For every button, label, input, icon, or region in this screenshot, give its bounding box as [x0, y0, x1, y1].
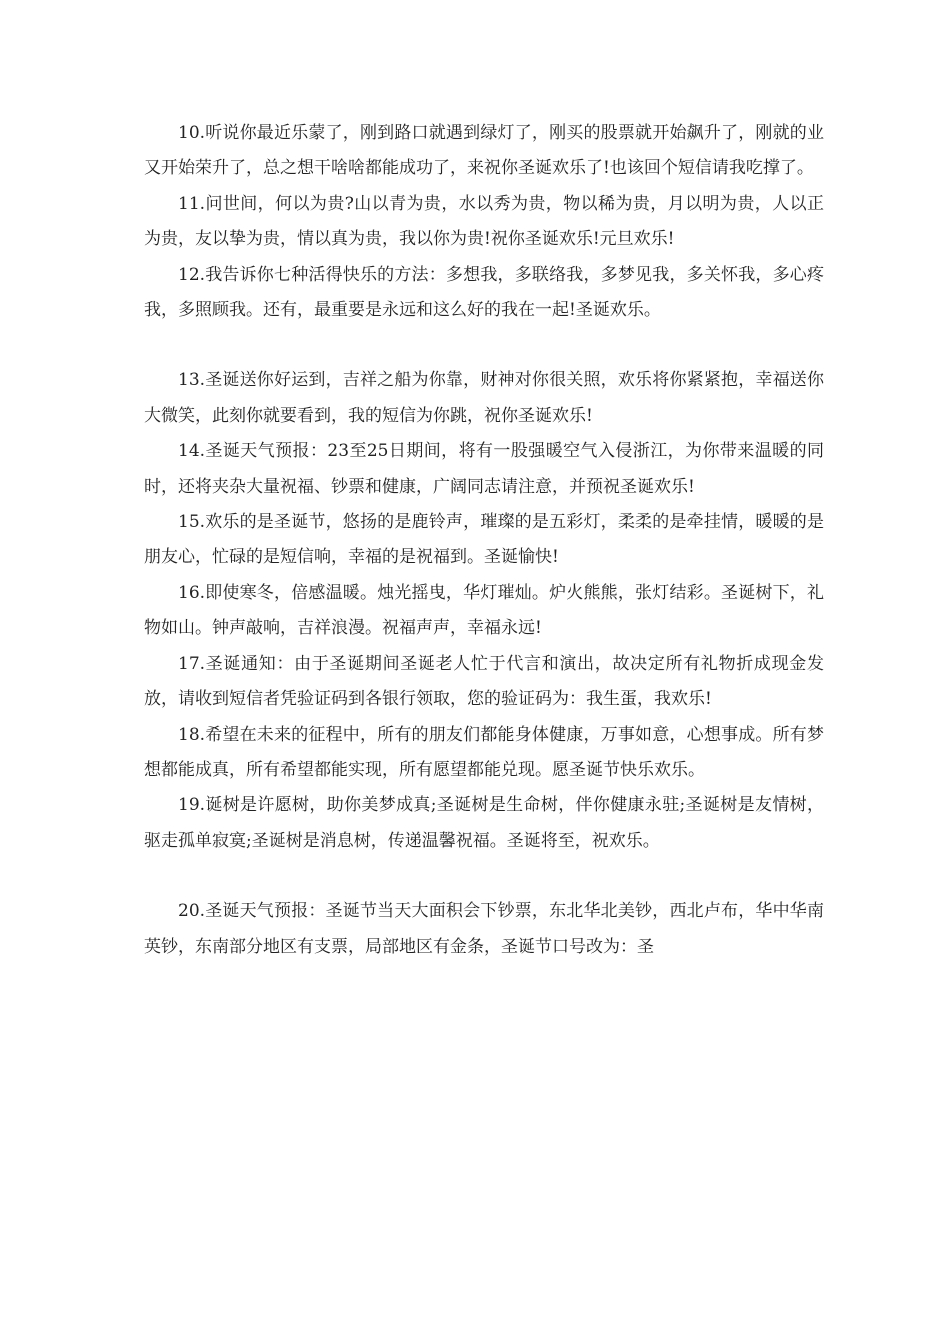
- paragraph-14: 14.圣诞天气预报：23至25日期间，将有一股强暖空气入侵浙江，为你带来温暖的同时，还将夹杂大量祝福、钞票和健康，广阔同志请注意，并预祝圣诞欢乐!: [144, 441, 824, 497]
- paragraph-17: 17.圣诞通知：由于圣诞期间圣诞老人忙于代言和演出，故决定所有礼物折成现金发放，请收到短信者凭验证码到各银行领取，您的验证码为：我生蛋，我欢乐!: [144, 653, 824, 710]
- paragraph-12: 12.我告诉你七种活得快乐的方法：多想我，多联络我，多梦见我，多关怀我，多心疼我，多照顾我。还有，最重要是永远和这么好的我在一起!圣诞欢乐。: [144, 264, 824, 321]
- paragraph-13: 13.圣诞送你好运到，吉祥之船为你靠，财神对你很关照，欢乐将你紧紧抱，幸福送你大微笑，此刻你就要看到，我的短信为你跳，祝你圣诞欢乐!: [144, 370, 824, 426]
- paragraph-19: 19.诞树是许愿树，助你美梦成真;圣诞树是生命树，伴你健康永驻;圣诞树是友情树，驱走孤单寂寞;圣诞树是消息树，传递温馨祝福。圣诞将至，祝欢乐。: [144, 795, 824, 851]
- paragraph-11: 11.问世间，何以为贵?山以青为贵，水以秀为贵，物以稀为贵，月以明为贵，人以正为贵，友以挚为贵，情以真为贵，我以你为贵!祝你圣诞欢乐!元旦欢乐!: [144, 193, 824, 250]
- paragraph-10: 10.听说你最近乐蒙了，刚到路口就遇到绿灯了，刚买的股票就开始飙升了，刚就的业又开始荣升了，总之想干啥啥都能成功了，来祝你圣诞欢乐了!也该回个短信请我吃撑了。: [144, 123, 824, 179]
- paragraph-15: 15.欢乐的是圣诞节，悠扬的是鹿铃声，璀璨的是五彩灯，柔柔的是牵挂情，暖暖的是朋友心，忙碌的是短信响，幸福的是祝福到。圣诞愉快!: [144, 512, 824, 568]
- paragraph-gap: [144, 859, 824, 894]
- paragraph-18: 18.希望在未来的征程中，所有的朋友们都能身体健康，万事如意，心想事成。所有梦想都能成真，所有希望都能实现，所有愿望都能兑现。愿圣诞节快乐欢乐。: [144, 724, 824, 780]
- paragraph-20: 20.圣诞天气预报：圣诞节当天大面积会下钞票，东北华北美钞，西北卢布，华中华南英钞，东南部分地区有支票，局部地区有金条，圣诞节口号改为：圣: [144, 901, 824, 957]
- paragraph-16: 16.即使寒冬，倍感温暖。烛光摇曳，华灯璀灿。炉火熊熊，张灯结彩。圣诞树下，礼物如山。钟声敲响，吉祥浪漫。祝福声声，幸福永远!: [144, 582, 824, 639]
- paragraph-gap: [144, 328, 824, 363]
- document-body: [144, 116, 824, 965]
